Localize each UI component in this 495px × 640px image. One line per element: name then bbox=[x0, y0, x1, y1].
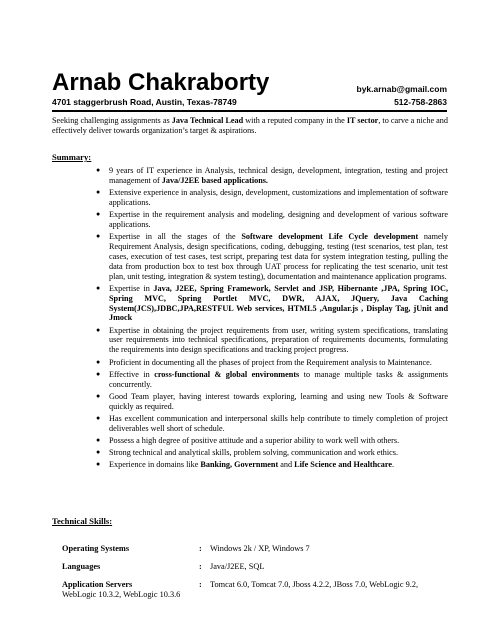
summary-item-text: 9 years of IT experience in Analysis, technical design, development, integration, testing and project management of bbox=[109, 166, 448, 185]
objective-paragraph bbox=[52, 116, 448, 136]
skill-separator: : bbox=[199, 562, 202, 571]
bullet-icon: ● bbox=[96, 325, 101, 334]
skill-label: Operating Systems bbox=[62, 544, 130, 553]
technical-skills-heading-text: Technical Skills bbox=[52, 516, 110, 526]
bullet-icon: ● bbox=[96, 357, 101, 366]
summary-item bbox=[96, 326, 448, 356]
bullet-icon: ● bbox=[96, 369, 101, 378]
summary-item bbox=[96, 460, 448, 470]
summary-item-text: Possess a high degree of positive attitude and a superior ability to work well with others. bbox=[109, 436, 400, 445]
bullet-icon: ● bbox=[96, 188, 101, 197]
summary-item bbox=[96, 414, 448, 434]
skill-separator: : bbox=[199, 544, 202, 553]
summary-item-text: Expertise in all the stages of the bbox=[109, 232, 242, 242]
bullet-icon: ● bbox=[96, 166, 101, 174]
skill-row-operating-systems bbox=[62, 544, 452, 562]
bullet-icon: ● bbox=[96, 460, 101, 469]
skill-separator: : bbox=[199, 580, 202, 589]
summary-item-bold: cross-functional & global environments bbox=[154, 369, 300, 379]
skill-value: Tomcat 6.0, Tomcat 7.0, Jboss 4.2.2, JBoss 7.0, WebLogic 9.2, bbox=[210, 580, 419, 589]
skill-label: Application Servers bbox=[62, 580, 133, 589]
summary-item-text: Effective in bbox=[109, 369, 155, 379]
summary-item bbox=[96, 392, 448, 412]
street-address: 4701 staggerbrush Road, Austin, Texas-78749 bbox=[52, 97, 237, 107]
summary-item-bold: Java/J2EE based applications. bbox=[161, 175, 268, 185]
summary-item-text: Expertise in obtaining the project requirements from user, writing system specifications, translating user requirements into technical specifications, preparation of requirements documents, formulating the requirements into design specifications and tracking project progress. bbox=[109, 325, 448, 355]
summary-item bbox=[96, 370, 448, 390]
summary-heading-text: Summary bbox=[52, 152, 89, 162]
bullet-icon: ● bbox=[96, 448, 101, 457]
candidate-name: Arnab Chakraborty bbox=[52, 69, 270, 96]
bullet-icon: ● bbox=[96, 283, 101, 292]
summary-list bbox=[96, 166, 448, 473]
bullet-icon: ● bbox=[96, 391, 101, 400]
summary-item bbox=[96, 166, 448, 186]
summary-item-text: Has excellent communication and interpersonal skills help contribute to timely completion of project deliverables well short of schedule. bbox=[109, 413, 448, 433]
summary-item-text: and bbox=[278, 460, 295, 470]
bullet-icon: ● bbox=[96, 232, 101, 241]
phone-number: 512-758-2863 bbox=[394, 97, 447, 107]
summary-item bbox=[96, 358, 448, 368]
summary-item-bold: Java, J2EE, Spring Framework, Servlet and JSP, Hibernante ,JPA, Spring IOC, Spring MVC, Spring Portlet MVC, DWR, AJAX, JQuery, Java Caching System(JCS),JDBC,JPA,RESTFUL Web services, HTML5 ,Angular.js , Display Tag, jUnit and Jmock bbox=[109, 283, 448, 323]
summary-item-text: Strong technical and analytical skills, problem solving, communication and work ethics. bbox=[109, 448, 399, 458]
technical-skills-heading bbox=[52, 516, 112, 526]
summary-item bbox=[96, 210, 448, 230]
summary-heading-colon: : bbox=[88, 152, 92, 162]
skill-value-continuation: WebLogic 10.3.2, WebLogic 10.3.6 bbox=[62, 590, 181, 599]
header-divider bbox=[52, 110, 447, 112]
skill-value: Java/J2EE, SQL bbox=[210, 562, 265, 571]
summary-item bbox=[96, 448, 448, 458]
summary-item bbox=[96, 436, 448, 446]
email-address: byk.arnab@gmail.com bbox=[356, 84, 447, 94]
summary-item bbox=[96, 284, 448, 323]
summary-item-text: namely Requirement Analysis, design specifications, coding, debugging, testing (test scenarios, test plan, test cases, execution of test cases, test script, preparing test data for system integration testing, pulling the data from production box to test box through UAT process for replicating the test scenario, unit test plan, unit testing, integration & system testing), documentation and maintenance application programs. bbox=[109, 232, 448, 281]
summary-item-text: Good Team player, having interest towards exploring, learning and using new Tools & Software quickly as required. bbox=[109, 391, 448, 411]
summary-item-text: Proficient in documenting all the phases of project from the Requirement analysis to Maintenance. bbox=[109, 357, 432, 367]
technical-skills-table bbox=[62, 544, 452, 606]
summary-item-text: Experience in domains like bbox=[109, 460, 201, 470]
summary-item-text: Extensive experience in analysis, design, development, customizations and implementation of software applications. bbox=[109, 188, 448, 207]
objective-text: with a reputed company in the bbox=[243, 116, 347, 125]
objective-sector: IT sector bbox=[346, 116, 379, 125]
skill-row-languages bbox=[62, 562, 452, 580]
summary-item-bold: Banking, Government bbox=[200, 460, 279, 470]
bullet-icon: ● bbox=[96, 413, 101, 422]
bullet-icon: ● bbox=[96, 436, 101, 444]
objective-role: Java Technical Lead bbox=[171, 116, 244, 125]
summary-item-bold: Software development Life Cycle development bbox=[241, 232, 419, 242]
bullet-icon: ● bbox=[96, 210, 101, 219]
summary-item bbox=[96, 232, 448, 281]
skill-value: Windows 2k / XP, Windows 7 bbox=[210, 544, 310, 553]
technical-skills-heading-colon: : bbox=[109, 516, 113, 526]
skill-label: Languages bbox=[62, 562, 101, 571]
objective-text: , to carve a niche and effectively deliver towards organization’s target & aspirations. bbox=[52, 116, 448, 135]
summary-item bbox=[96, 188, 448, 208]
summary-item-text: to manage multiple tasks & assignments concurrently. bbox=[109, 369, 448, 389]
objective-text: Seeking challenging assignments as bbox=[52, 116, 172, 125]
summary-heading bbox=[52, 152, 91, 162]
summary-item-text: Expertise in the requirement analysis and modeling, designing and development of various software applications. bbox=[109, 210, 448, 229]
summary-item-text: . bbox=[391, 460, 395, 470]
summary-item-text: Expertise in bbox=[109, 283, 154, 293]
summary-item-bold: Life Science and Healthcare bbox=[294, 460, 392, 470]
skill-row-application-servers bbox=[62, 580, 452, 606]
